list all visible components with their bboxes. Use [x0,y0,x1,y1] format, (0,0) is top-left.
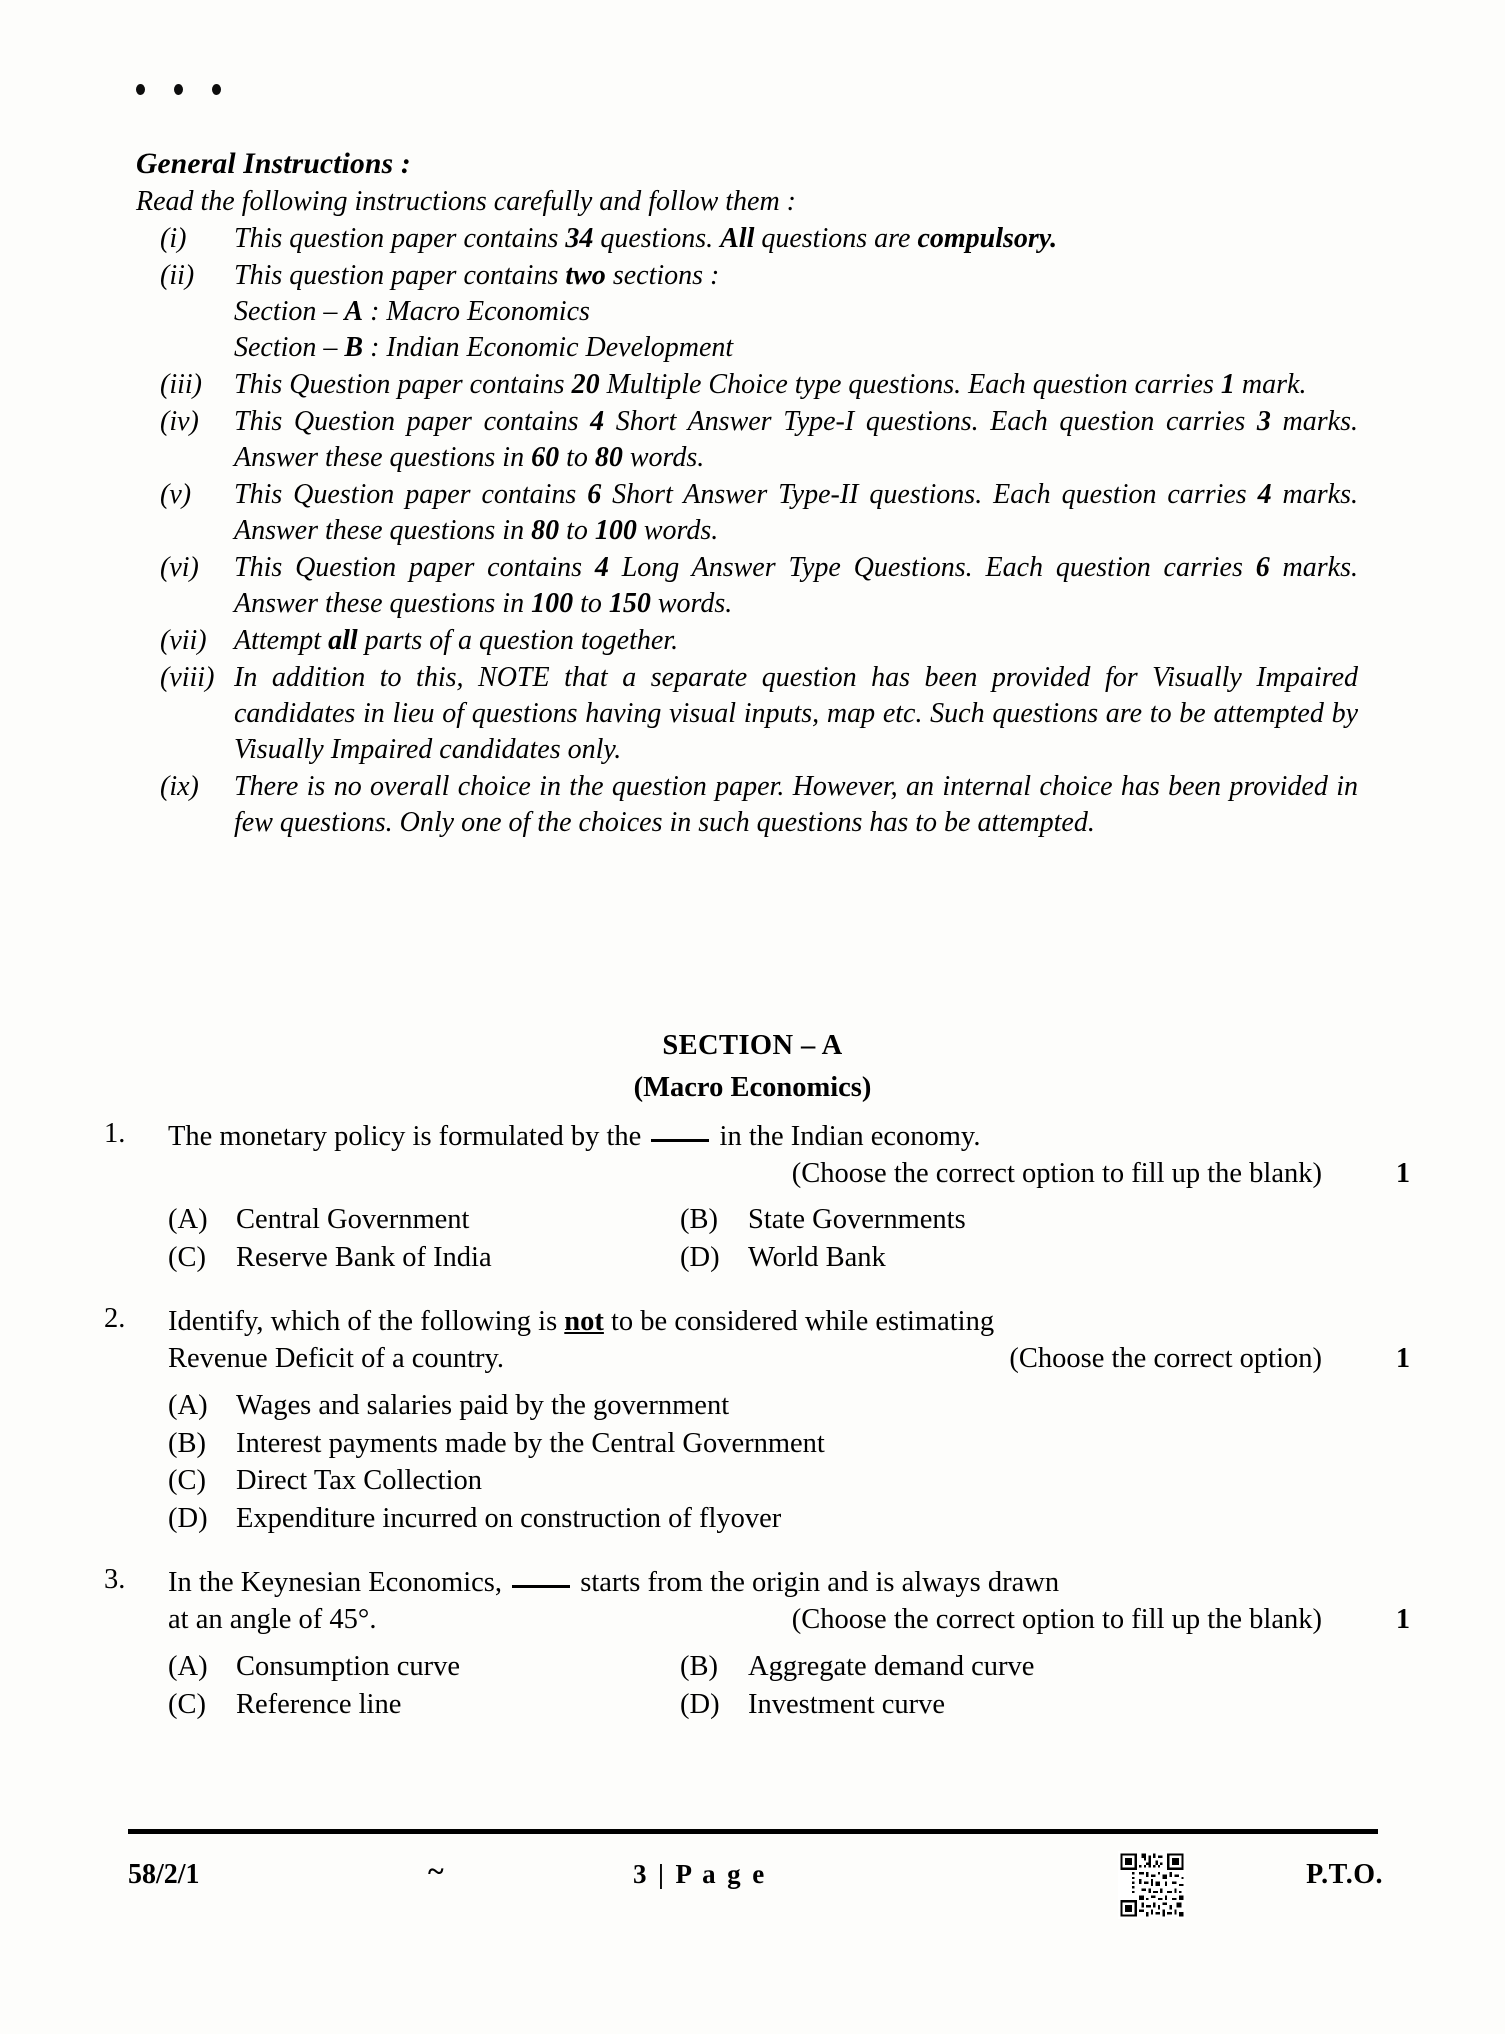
option-letter: (D) [168,1503,208,1535]
option-b[interactable] [680,1648,1410,1686]
option-label: State Governments [748,1204,966,1236]
question-stem: The monetary policy is formulated by the in the Indian economy. [168,1121,981,1152]
option-list [100,1201,1410,1277]
dot-icon [212,84,221,95]
option-row [168,1462,1410,1500]
instructions-list [136,221,1358,840]
instruction-item [136,769,1358,841]
option-d[interactable] [168,1500,1410,1538]
option-a[interactable] [168,1201,680,1239]
bold-text: 4 [594,551,609,583]
general-instructions-subtitle: Read the following instructions carefully and follow them : [136,186,797,217]
option-d[interactable] [680,1239,1410,1277]
option-b[interactable] [168,1425,1410,1463]
question-block [100,1303,1410,1538]
instruction-text: Attempt all parts of a question together. [234,624,679,656]
instruction-text: This Question paper contains 6 Short Answer Type-II questions. Each question carries 4 marks. Answer these questions in 80 to 100 words. [234,478,1359,546]
question-number: 3. [104,1564,126,1596]
instruction-text: This question paper contains 34 questions. All questions are compulsory. [234,223,1058,254]
instruction-number: (iv) [160,405,199,437]
question-stem-continued: at an angle of 45°. [168,1604,377,1636]
option-letter: (A) [168,1650,208,1682]
option-c[interactable] [168,1462,1410,1500]
bold-text: compulsory. [917,223,1058,254]
page-number: 3 | P a g e [633,1859,767,1889]
option-letter: (C) [168,1688,206,1720]
general-instructions-title: General Instructions : [136,148,411,180]
bold-text: 4 [1257,478,1272,510]
option-label: Direct Tax Collection [236,1465,482,1497]
instruction-item [136,623,1358,659]
option-row [168,1239,1410,1277]
option-d[interactable] [680,1686,1410,1724]
instruction-number: (ix) [160,770,199,802]
question-marks: 1 [1396,1604,1410,1636]
general-instructions-block [136,148,1358,840]
option-row [168,1387,1410,1425]
option-label: Reserve Bank of India [236,1242,492,1274]
bold-text: 100 [531,587,574,619]
instruction-text: This Question paper contains 20 Multiple Choice type questions. Each question carries 1 mark. [234,368,1307,400]
option-label: Consumption curve [236,1650,461,1682]
question-marks: 1 [1396,1158,1410,1190]
bold-text: 3 [1256,405,1271,437]
bold-text: two [565,259,606,291]
bold-text: 4 [590,405,605,437]
option-letter: (D) [680,1688,720,1720]
dot-icon [136,84,145,95]
instruction-subline: Section – B : Indian Economic Development [234,331,734,363]
option-row [168,1500,1410,1538]
instruction-text: This Question paper contains 4 Long Answer Type Questions. Each question carries 6 marks. Answer these questions in 100 to 150 words. [234,551,1358,619]
option-a[interactable] [168,1387,1410,1425]
option-list [100,1648,1410,1724]
section-subheading: (Macro Economics) [633,1072,872,1103]
tilde-mark: ~ [428,1855,444,1888]
question-note-row [168,1601,1410,1638]
option-letter: (B) [680,1204,718,1236]
instruction-item [136,367,1358,403]
option-label: Expenditure incurred on construction of flyover [236,1503,782,1535]
option-label: Investment curve [748,1688,946,1720]
question-head [100,1564,1410,1638]
qr-code [1118,1851,1186,1919]
instruction-subline: Section – A : Macro Economics [234,295,590,327]
paper-code: 58/2/1 [128,1859,200,1890]
option-b[interactable] [680,1201,1410,1239]
instruction-number: (vi) [160,551,199,583]
option-row [168,1686,1410,1724]
question-number: 2. [104,1303,126,1335]
fill-blank [512,1585,570,1588]
dot-icon [174,84,183,95]
option-letter: (A) [168,1204,208,1236]
section-heading: SECTION – A [662,1030,843,1061]
page-footer [128,1845,1383,1915]
fill-blank [651,1139,709,1142]
bold-text: 80 [594,441,623,473]
option-a[interactable] [168,1648,680,1686]
option-c[interactable] [168,1239,680,1277]
instruction-item [136,404,1358,476]
question-instruction-note: (Choose the correct option to fill up the blank) [791,1604,1322,1636]
question-note-row [168,1155,1410,1192]
question-instruction-note: (Choose the correct option) [1009,1343,1322,1375]
questions-list [100,1118,1410,1749]
instruction-text: There is no overall choice in the question paper. However, an internal choice has been provided in few questions. Only one of the choices in such questions has to be attempted. [234,770,1358,838]
question-text [168,1564,1410,1638]
bold-text: 100 [594,514,637,546]
bold-text: 6 [1255,551,1270,583]
option-letter: (D) [680,1242,720,1274]
instruction-item [136,550,1358,622]
footer-divider [128,1829,1378,1834]
question-head [100,1303,1410,1377]
option-letter: (B) [680,1650,718,1682]
option-row [168,1201,1410,1239]
option-row [168,1425,1410,1463]
question-block [100,1118,1410,1277]
instruction-item [136,477,1358,549]
option-letter: (B) [168,1427,206,1459]
instruction-number: (v) [160,478,192,510]
option-label: Aggregate demand curve [748,1650,1035,1682]
pto-label: P.T.O. [1306,1859,1383,1890]
option-label: Wages and salaries paid by the government [236,1389,730,1421]
question-stem-continued: Revenue Deficit of a country. [168,1343,505,1375]
option-row [168,1648,1410,1686]
option-label: World Bank [748,1242,886,1274]
emphasised-text: not [564,1306,604,1338]
header-dots [136,84,221,95]
option-c[interactable] [168,1686,680,1724]
bold-text: 20 [571,368,600,400]
instruction-number: (i) [160,223,187,254]
question-stem: Identify, which of the following is not to be considered while estimating [168,1306,995,1338]
option-list [100,1387,1410,1539]
bold-text: 34 [565,223,594,254]
bold-text: B [344,331,364,363]
bold-text: 6 [587,478,602,510]
question-block [100,1564,1410,1723]
instruction-item [136,258,1358,366]
option-label: Interest payments made by the Central Government [236,1427,825,1459]
instruction-item [136,221,1358,257]
option-letter: (A) [168,1389,208,1421]
instruction-text: In addition to this, NOTE that a separate question has been provided for Visually Impaired candidates in lieu of questions having visual inputs, map etc. Such questions are to be attempted by Visually Impaired candidates only. [234,661,1358,765]
option-label: Central Government [236,1204,470,1236]
bold-text: All [720,223,755,254]
option-label: Reference line [236,1688,402,1720]
instruction-number: (ii) [160,259,195,291]
question-marks: 1 [1396,1343,1410,1375]
question-instruction-note: (Choose the correct option to fill up the blank) [791,1158,1322,1190]
instruction-number: (iii) [160,368,202,400]
bold-text: 150 [608,587,651,619]
instruction-text: This question paper contains two sections : Section – A : Macro Economics Section – B : Indian Economic Development [234,258,1358,366]
question-stem: In the Keynesian Economics, starts from the origin and is always drawn [168,1567,1060,1599]
bold-text: A [344,295,364,327]
bold-text: 80 [531,514,560,546]
question-text [168,1118,1410,1192]
bold-text: 1 [1220,368,1235,400]
question-text [168,1303,1410,1377]
instruction-item [136,660,1358,768]
instruction-number: (viii) [160,661,215,693]
question-head [100,1118,1410,1192]
bold-text: 60 [531,441,560,473]
question-number: 1. [104,1118,126,1149]
option-letter: (C) [168,1242,206,1274]
question-note-row [168,1340,1410,1377]
instruction-number: (vii) [160,624,207,656]
bold-text: all [328,624,358,656]
instruction-text: This Question paper contains 4 Short Answer Type-I questions. Each question carries 3 marks. Answer these questions in 60 to 80 words. [234,405,1359,473]
option-letter: (C) [168,1465,206,1497]
